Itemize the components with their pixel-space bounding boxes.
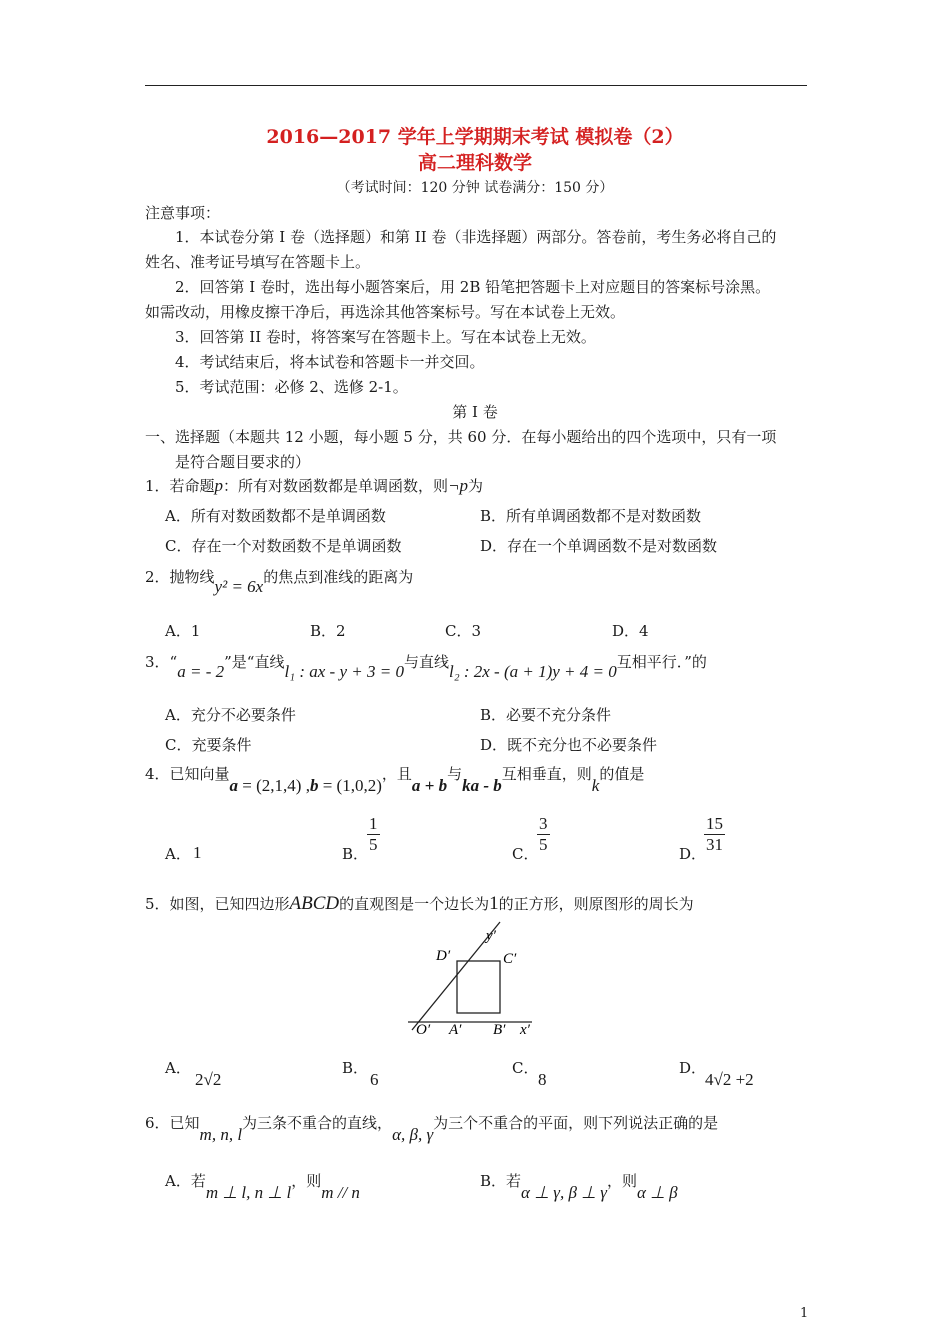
label-d: D′: [436, 948, 451, 964]
q4-option-a-value: 1: [193, 843, 202, 862]
label-b: B′: [493, 1022, 506, 1036]
q2-option-b: B．2: [310, 622, 346, 640]
label-x: x′: [520, 1022, 530, 1036]
note-2-line-1: 2．回答第 I 卷时，选出每小题答案后，用 2B 铅笔把答题卡上对应题目的答案标号涂黑。: [175, 278, 771, 296]
page-number: 1: [800, 1306, 809, 1321]
q4-option-a-label: A．: [165, 845, 191, 863]
q4-vector-a-value: = (2,1,4) ,: [238, 776, 310, 795]
q6-option-a: [165, 1170, 360, 1202]
question-3: [145, 651, 707, 681]
q6-option-b-then: ，则: [606, 1172, 637, 1190]
q4-option-b-fraction: [367, 814, 380, 855]
q3-prefix: 3．“: [145, 653, 178, 671]
q5-option-d-value: 4√2 +2: [705, 1070, 754, 1089]
q1-not-p: ¬p: [448, 476, 469, 495]
q1-option-b: B．所有单调函数都不是对数函数: [480, 507, 702, 525]
note-2-line-2: 如需改动，用橡皮擦干净后，再选涂其他答案标号。写在本试卷上无效。: [145, 303, 626, 321]
q5-side-length: 1: [489, 893, 499, 914]
q3-line-1: l₁ : ax - y + 3 = 0: [284, 662, 404, 681]
q1-p: p: [214, 476, 224, 495]
note-4: 4．考试结束后，将本试卷和答题卡一并交回。: [175, 353, 485, 371]
q5-suffix: 的正方形，则原图形的周长为: [498, 895, 694, 913]
q4-option-b-denominator: 5: [369, 835, 378, 854]
q4-option-c-fraction: [537, 814, 550, 855]
q5-mid: 的直观图是一个边长为: [339, 895, 490, 913]
q1-option-d: D．存在一个单调函数不是对数函数: [480, 537, 718, 555]
label-o: O′: [416, 1022, 431, 1036]
note-1-line-2: 姓名、准考证号填写在答题卡上。: [145, 253, 371, 271]
q4-mid-1: ，且: [381, 765, 412, 783]
square: [457, 961, 500, 1013]
q6-option-b: [480, 1170, 678, 1202]
q1-text: ：所有对数函数都是单调函数，则: [223, 477, 449, 495]
note-5: 5．考试范围：必修 2、选修 2-1。: [175, 378, 408, 396]
q4-option-b-numerator: 1: [369, 814, 378, 833]
question-5: [145, 893, 694, 915]
q3-mid-2: 与直线: [403, 653, 449, 671]
q3-option-c: C．充要条件: [165, 736, 252, 754]
q4-prefix: 4．已知向量: [145, 765, 230, 783]
q4-mid-2: 与: [447, 765, 463, 783]
q2-equation: y² = 6x: [214, 577, 264, 596]
q6-option-a-label: A．若: [165, 1172, 206, 1190]
q5-option-c-label: C．: [512, 1059, 539, 1077]
q4-vector-b: b: [309, 776, 319, 795]
q5-prefix: 5．如图，已知四边形: [145, 895, 290, 913]
label-c: C′: [503, 951, 517, 967]
q5-option-b-value: 6: [370, 1070, 379, 1089]
q4-vector-a: a: [229, 776, 239, 795]
q1-option-c: C．存在一个对数函数不是单调函数: [165, 537, 402, 555]
q5-option-a-label: A．: [165, 1059, 191, 1077]
q4-option-d-fraction: [704, 814, 725, 855]
q6-option-a-then: ，则: [291, 1172, 322, 1190]
q3-line-2: l₂ : 2x - (a + 1)y + 4 = 0: [448, 662, 617, 681]
q4-option-b-label: B．: [342, 845, 369, 863]
q2-prefix: 2．抛物线: [145, 568, 215, 586]
note-1-line-1: 1．本试卷分第 I 卷（选择题）和第 II 卷（非选择题）两部分。答卷前，考生务必将自己的: [175, 228, 777, 246]
q5-option-b-label: B．: [342, 1059, 369, 1077]
q4-option-c-numerator: 3: [539, 814, 548, 833]
q2-option-c: C．3: [445, 622, 482, 640]
q5-option-c-value: 8: [538, 1070, 547, 1089]
header-rule: [145, 85, 807, 86]
q4-difference: ka - b: [462, 776, 502, 795]
q6-option-b-result: α ⊥ β: [636, 1183, 678, 1202]
q2-option-d: D．4: [612, 622, 649, 640]
q4-option-c-denominator: 5: [539, 835, 548, 854]
note-3: 3．回答第 II 卷时，将答案写在答题卡上。写在本试卷上无效。: [175, 328, 596, 346]
q6-option-b-label: B．若: [480, 1172, 522, 1190]
q4-option-c-label: C．: [512, 845, 539, 863]
question-6: [145, 1112, 719, 1144]
q3-suffix: 互相平行．”的: [616, 653, 707, 671]
label-a: A′: [449, 1022, 462, 1036]
q6-lines: m, n, l: [199, 1125, 243, 1144]
q6-suffix: 为三个不重合的平面，则下列说法正确的是: [433, 1114, 719, 1132]
exam-title: 2016—2017 学年上学期期末考试 模拟卷（2）: [266, 126, 684, 148]
exam-subject: 高二理科数学: [417, 152, 532, 174]
q3-option-d: D．既不充分也不必要条件: [480, 736, 658, 754]
q4-option-d-denominator: 31: [706, 835, 723, 854]
q5-abcd: ABCD: [289, 893, 340, 914]
q4-k: k: [591, 776, 600, 795]
q4-mid-3: 互相垂直，则: [501, 765, 592, 783]
q4-vector-b-value: = (1,0,2): [318, 776, 382, 795]
exam-info: （考试时间：120 分钟 试卷满分：150 分）: [336, 180, 614, 196]
q5-option-d-label: D．: [679, 1059, 707, 1077]
q6-prefix: 6．已知: [145, 1114, 200, 1132]
q6-option-a-condition: m ⊥ l, n ⊥ l: [205, 1183, 292, 1202]
q1-option-a: A．所有对数函数都不是单调函数: [165, 507, 386, 525]
q1-prefix: 1．若命题: [145, 477, 215, 495]
q4-option-d-numerator: 15: [706, 814, 723, 833]
q4-suffix: 的值是: [599, 765, 645, 783]
question-4: [145, 763, 645, 795]
q4-sum: a + b: [411, 776, 448, 795]
notes-heading: 注意事项：: [145, 204, 221, 222]
section-instructions-line-2: 是符合题目要求的）: [175, 453, 311, 471]
q1-suffix: 为: [468, 477, 484, 495]
q2-suffix: 的焦点到准线的距离为: [263, 568, 414, 586]
label-y: y′: [486, 928, 496, 944]
volume-title: 第 I 卷: [452, 403, 498, 421]
question-2: [145, 566, 414, 596]
q4-option-d-label: D．: [679, 845, 707, 863]
q3-condition: a = - 2: [177, 662, 225, 681]
q6-planes: α, β, γ: [392, 1125, 434, 1144]
q3-option-a: A．充分不必要条件: [165, 706, 296, 724]
q3-option-b: B．必要不充分条件: [480, 706, 612, 724]
q3-mid-1: ”是“直线: [224, 653, 285, 671]
q6-mid: 为三条不重合的直线，: [242, 1114, 393, 1132]
q5-figure: [400, 918, 545, 1036]
question-1: [145, 475, 483, 496]
q5-option-a-value: 2√2: [195, 1070, 222, 1089]
q2-option-a: A．1: [165, 622, 201, 640]
section-instructions-line-1: 一、选择题（本题共 12 小题，每小题 5 分，共 60 分．在每小题给出的四个选项中，只有一项: [145, 428, 777, 446]
q6-option-b-condition: α ⊥ γ, β ⊥ γ: [521, 1183, 607, 1202]
q6-option-a-result: m // n: [321, 1183, 360, 1202]
